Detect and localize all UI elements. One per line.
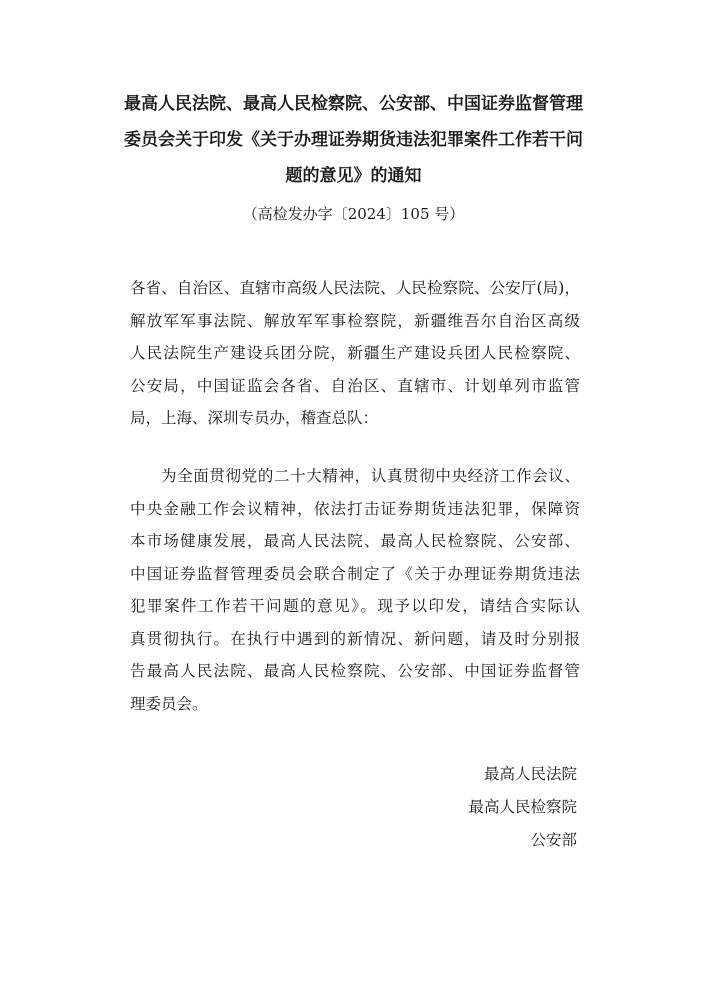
addressee-line: 公安局，中国证监会各省、自治区、直辖市、计划单列市监管 (130, 376, 580, 395)
addressee-paragraph (130, 272, 580, 435)
signature-supreme-procuratorate: 最高人民检察院 (468, 798, 577, 816)
addressee-line: 各省、自治区、直辖市高级人民法院、人民检察院、公安厅(局)， (130, 279, 580, 297)
signature-supreme-court: 最高人民法院 (483, 765, 577, 783)
document-number: （高检发办字〔2024〕105 号） (242, 205, 465, 223)
body-line: 理委员会。 (130, 694, 208, 713)
body-paragraph (130, 460, 580, 720)
document-title (110, 86, 597, 194)
body-line: 中央金融工作会议精神，依法打击证券期货违法犯罪，保障资 (130, 499, 580, 518)
signature-block (468, 758, 577, 857)
body-line: 为全面贯彻党的二十大精神，认真贯彻中央经济工作会议、 (161, 467, 580, 485)
body-line: 中国证券监督管理委员会联合制定了《关于办理证券期货违法 (130, 564, 580, 583)
signature-ministry-public-security: 公安部 (530, 831, 577, 849)
title-line: 题的意见》的通知 (285, 166, 422, 186)
addressee-line: 局，上海、深圳专员办，稽查总队： (130, 409, 379, 427)
body-line: 告最高人民法院、最高人民检察院、公安部、中国证券监督管 (130, 662, 580, 680)
body-line: 本市场健康发展，最高人民法院、最高人民检察院、公安部、 (130, 532, 580, 550)
title-line: 最高人民法院、最高人民检察院、公安部、中国证券监督管理 (124, 94, 583, 114)
addressee-line: 解放军军事法院、解放军军事检察院，新疆维吾尔自治区高级 (130, 311, 580, 330)
addressee-line: 人民法院生产建设兵团分院，新疆生产建设兵团人民检察院、 (130, 344, 580, 362)
body-line: 犯罪案件工作若干问题的意见》。现予以印发，请结合实际认 (130, 597, 580, 615)
title-line: 委员会关于印发《关于办理证券期货违法犯罪案件工作若干问 (124, 130, 583, 150)
body-line: 真贯彻执行。在执行中遇到的新情况、新问题，请及时分别报 (130, 629, 580, 648)
